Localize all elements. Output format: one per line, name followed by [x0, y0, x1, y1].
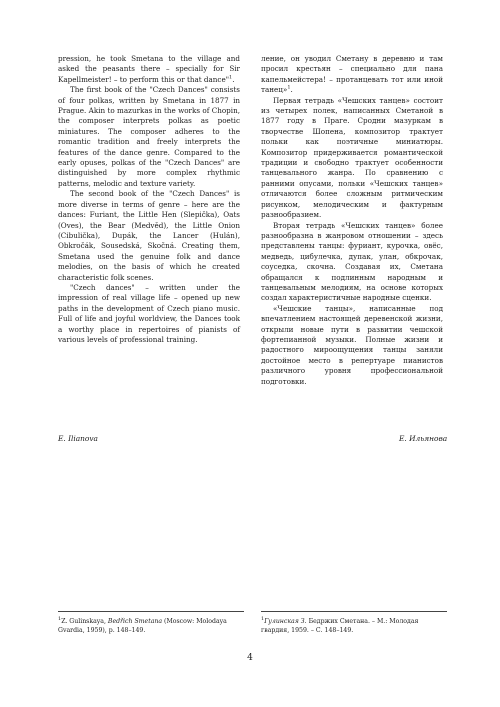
paragraph-2: The first book of the "Czech Dances" consists of four polkas, written by Smetana in 1877 in Prague. Akin to mazurkas in the works of Chopin, the composer interprets polkas as poetic miniatures. The composer adheres to the romantic tradition and freely interprets the features of the dance genre. Compared to the early opuses, polkas of the "Czech Dances" are distinguished by more complex rhythmic patterns, melodic and texture variety.: [58, 85, 240, 188]
author-signature-ru: Е. Ильянова: [399, 434, 448, 443]
footnote-divider-left: [58, 611, 244, 612]
english-text-column: [58, 54, 240, 345]
page-number: 4: [247, 653, 253, 663]
footnote-divider-right: [261, 611, 447, 612]
paragraph-1: ление, он уводил Сметану в деревню и там просил крестьян – специально для пана капельмейстера! – протанцевать тот или иной танец»$^1$.: [261, 54, 443, 95]
footnote-ref[interactable]: 1: [287, 84, 291, 91]
paragraph-3: The second book of the "Czech Dances" is more diverse in terms of genre – here are the dances: Furiant, the Little Hen (Slepička), Oats (Oves), the Bear (Medvěd), the Little Onion (Cibulička), Dupák, the Lancer (Hulán), Obkročák, Sousedská, Skočná. Creating them, Smetana used the genuine folk and dance melodies, on the basis of which he created characteristic folk scenes.: [58, 189, 240, 282]
paragraph-3: Вторая тетрадь «Чешских танцев» более разнообразна в жанровом отношении – здесь представлены танцы: фуриант, курочка, овёс, медведь, цибулечка, дупак, улан, обкрочак, соуседка, скочна. Создавая их, Сметана обращался к подлинным народным и танцевальным мелодиям, на основе которых создал характеристичные народные сценки.: [261, 220, 443, 303]
footnote-ru: $^1$Гулинская З. Бедржих Сметана. – М.: Молодая гвардия, 1959. – С. 148–149.: [261, 615, 419, 634]
footnote-mark: 1: [261, 615, 265, 622]
book-title: Bedřich Smetana: [107, 618, 163, 625]
footnote-en: $^1$Z. Gulinskaya, Bedřich Smetana (Moscow: Molodaya Gvardia, 1959), p. 148–149.: [58, 615, 227, 634]
footnote-author: Гулинская З.: [264, 618, 307, 625]
paragraph-4: «Чешские танцы», написанные под впечатлением настоящей деревенской жизни, открыли новые пути в развитии чешской фортепианной музыки. Полные жизни и радостного мироощущения танцы заняли достойное место в репертуаре пианистов различного уровня профессиональной подготовки.: [261, 303, 443, 386]
footnote-mark: 1: [58, 615, 62, 622]
paragraph-1: pression, he took Smetana to the village and asked the peasants there – specially for Sir Kapellmeister! – to perform this or that dance"$^1$.: [58, 54, 240, 84]
author-signature-en: E. Ilianova: [58, 434, 98, 443]
footnote-ref[interactable]: 1: [229, 74, 233, 81]
russian-text-column: [261, 54, 443, 387]
paragraph-4: "Czech dances" – written under the impression of real village life – opened up new paths in the development of Czech piano music. Full of life and joyful worldview, the Dances took a worthy place in repertoires of pianists of various levels of professional training.: [58, 282, 240, 344]
paragraph-2: Первая тетрадь «Чешских танцев» состоит из четырех полек, написанных Сметаной в 1877 году в Праге. Сродни мазуркам в творчестве Шопена, композитор трактует польки как поэтичные миниатюры. Композитор придерживается романтической традиции и свободно трактует особенности танцевального жанра. По сравнению с ранними опусами, польки «Чешских танцев» отличаются более сложным ритмическим рисунком, мелодическим и фактурным разнообразием.: [261, 95, 443, 220]
